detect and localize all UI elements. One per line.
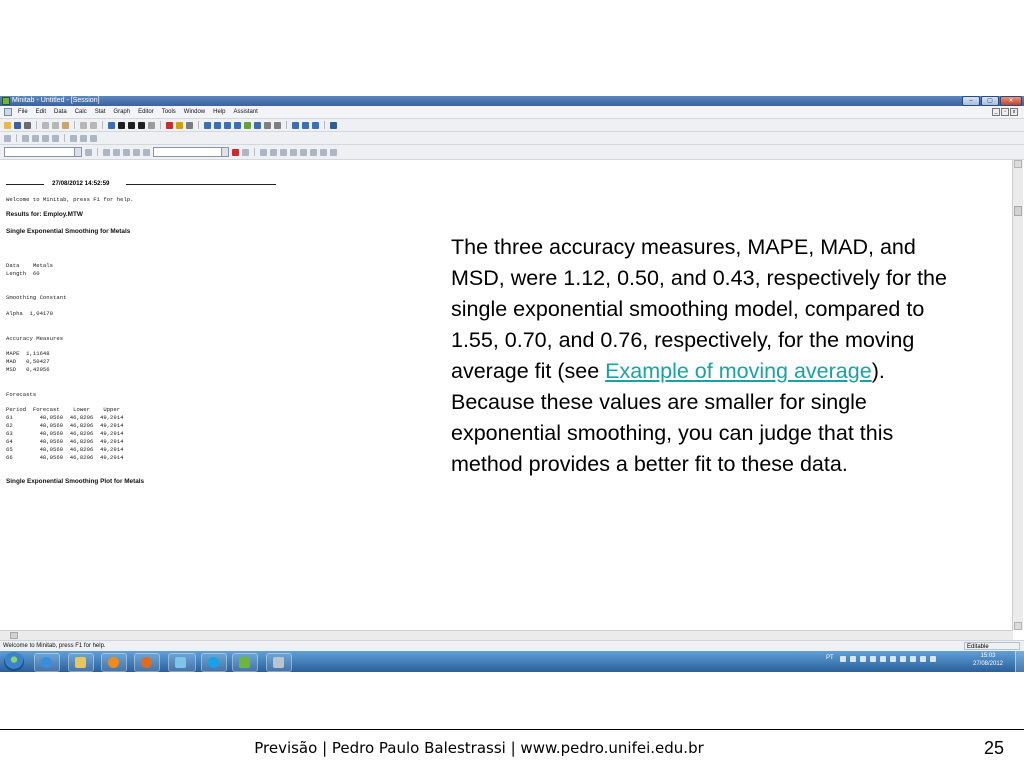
update-icon[interactable]	[900, 656, 906, 662]
forecast-row: 64 48,0560 46,8206 49,2914	[6, 438, 124, 445]
session-timestamp: 27/08/2012 14:52:59	[48, 180, 113, 188]
horizontal-scrollbar[interactable]	[0, 630, 1013, 640]
footer-text: Previsão | Pedro Paulo Balestrassi | www.pedro.unifei.edu.br	[254, 739, 704, 757]
folder-icon	[75, 657, 86, 668]
taskbar-photo-viewer[interactable]	[168, 653, 196, 672]
horizontal-scroll-thumb[interactable]	[10, 632, 18, 639]
msd-line: MSD 0,42956	[6, 366, 50, 373]
usb-icon[interactable]	[880, 656, 886, 662]
function-icon[interactable]	[4, 135, 11, 142]
menu-tools[interactable]: Tools	[161, 109, 176, 115]
cancel-icon[interactable]	[166, 122, 173, 129]
graph-select-dropdown[interactable]	[153, 147, 229, 157]
explanation-text-end: ). Because these values are smaller for single exponential smoothing, you can judge that this method provides a better fit to these data.	[451, 359, 894, 476]
info-icon[interactable]	[234, 122, 241, 129]
undo-icon[interactable]	[80, 122, 87, 129]
session-window-icon[interactable]	[4, 108, 12, 116]
edit-mode-indicator: Editable	[964, 642, 1020, 650]
session-folder-icon[interactable]	[108, 122, 115, 129]
line-tool-icon[interactable]	[300, 149, 307, 156]
copy-icon[interactable]	[52, 122, 59, 129]
mdi-minimize-button[interactable]: _	[992, 108, 1000, 116]
forecast-row: 63 48,0560 46,8206 49,2914	[6, 430, 124, 437]
mad-line: MAD 0,50427	[6, 358, 50, 365]
project-manager-icon[interactable]	[224, 122, 231, 129]
session-timestamp-header	[6, 180, 276, 188]
taskbar-network[interactable]	[266, 653, 292, 672]
find-next-icon[interactable]	[148, 122, 155, 129]
cut-icon[interactable]	[42, 122, 49, 129]
help-icon[interactable]	[176, 122, 183, 129]
menu-assistant[interactable]: Assistant	[233, 109, 258, 115]
close-button[interactable]: ✕	[1000, 96, 1022, 106]
session-window-button-icon[interactable]	[204, 122, 211, 129]
status-bar	[0, 640, 1024, 651]
welcome-line: Welcome to Minitab, press F1 for help.	[6, 196, 134, 203]
insert-rows-icon[interactable]	[22, 135, 29, 142]
arrow-down-icon[interactable]	[128, 122, 135, 129]
graphs-folder-icon[interactable]	[254, 122, 261, 129]
insert-columns-icon[interactable]	[32, 135, 39, 142]
clock-date: 27/08/2012	[972, 661, 1004, 667]
internet-explorer-icon	[41, 657, 52, 668]
windows-taskbar	[0, 651, 1024, 672]
table-icon[interactable]	[302, 122, 309, 129]
brush-tool-icon[interactable]	[103, 149, 110, 156]
paste-icon[interactable]	[62, 122, 69, 129]
data-line: Data Metals	[6, 262, 53, 269]
mdi-restore-button[interactable]: ▫	[1001, 108, 1009, 116]
standard-toolbar	[0, 119, 1024, 132]
menu-edit[interactable]: Edit	[35, 109, 47, 115]
delete-icon[interactable]	[232, 149, 239, 156]
forecasts-header: Forecasts	[6, 391, 37, 398]
forecast-columns: Period Forecast Lower Upper	[6, 406, 121, 413]
power-icon[interactable]	[890, 656, 896, 662]
scroll-down-arrow-icon[interactable]	[1014, 622, 1022, 630]
mdi-controls	[992, 108, 1018, 116]
firefox-icon	[141, 657, 152, 668]
language-indicator[interactable]: PT	[826, 655, 834, 661]
moving-average-example-link[interactable]: Example of moving average	[605, 359, 872, 383]
volume-icon[interactable]	[930, 656, 936, 662]
graph-layout-icon[interactable]	[292, 122, 299, 129]
forecast-row: 65 48,0560 46,8206 49,2914	[6, 446, 124, 453]
polygon-tool-icon[interactable]	[320, 149, 327, 156]
taskbar-firefox[interactable]	[134, 653, 160, 672]
status-message: Welcome to Minitab, press F1 for help.	[3, 643, 106, 649]
marker-tool-icon[interactable]	[310, 149, 317, 156]
action-center-flag-icon[interactable]	[910, 656, 916, 662]
timestamp-rule-left	[6, 184, 44, 185]
move-columns-icon[interactable]	[42, 135, 49, 142]
minitab-app-icon	[2, 97, 10, 105]
clock[interactable]	[968, 652, 1008, 668]
skype-tray-icon[interactable]	[860, 656, 866, 662]
arrow-up-icon[interactable]	[118, 122, 125, 129]
bluetooth-icon[interactable]	[870, 656, 876, 662]
vertical-scrollbar[interactable]	[1012, 160, 1023, 630]
graph-editing-toolbar	[0, 145, 1024, 160]
open-folder-icon[interactable]	[4, 122, 11, 129]
worksheet-icon[interactable]	[214, 122, 221, 129]
minitab-icon	[239, 657, 250, 668]
window-controls	[962, 96, 1022, 106]
network-tray-icon[interactable]	[920, 656, 926, 662]
skype-icon	[208, 657, 219, 668]
zoom-icon[interactable]	[242, 149, 249, 156]
accuracy-measures-header: Accuracy Measures	[6, 335, 64, 342]
network-icon	[273, 657, 284, 668]
crosshair-icon[interactable]	[123, 149, 130, 156]
title-bar	[0, 96, 1024, 106]
slide-number: 25	[983, 738, 1004, 758]
ellipse-tool-icon[interactable]	[290, 149, 297, 156]
graph-element-dropdown[interactable]	[4, 147, 82, 157]
forecast-row: 62 48,0560 46,8206 49,2914	[6, 422, 124, 429]
brush-icon[interactable]	[52, 135, 59, 142]
rectangle-tool-icon[interactable]	[280, 149, 287, 156]
menu-stat[interactable]: Stat	[94, 109, 106, 115]
section-title: Single Exponential Smoothing for Metals	[6, 228, 131, 235]
mape-line: MAPE 1,11648	[6, 350, 50, 357]
show-desktop-button[interactable]	[1015, 651, 1024, 672]
taskbar-minitab[interactable]	[232, 653, 258, 672]
menu-data[interactable]: Data	[54, 109, 67, 115]
stat-guide-icon[interactable]	[330, 122, 337, 129]
pen-tool-icon[interactable]	[113, 149, 120, 156]
taskbar-ie[interactable]	[34, 653, 60, 672]
smoothing-constant-header: Smoothing Constant	[6, 294, 67, 301]
minimize-button[interactable]: –	[962, 96, 980, 106]
menu-window[interactable]: Window	[183, 109, 206, 115]
print-session-icon[interactable]	[186, 122, 193, 129]
menu-graph[interactable]: Graph	[113, 109, 131, 115]
menu-calc[interactable]: Calc	[74, 109, 87, 115]
polyline-tool-icon[interactable]	[330, 149, 337, 156]
find-icon[interactable]	[138, 122, 145, 129]
report-pad-icon[interactable]	[264, 122, 271, 129]
history-icon[interactable]	[244, 122, 251, 129]
length-line: Length 60	[6, 270, 40, 277]
maximize-button[interactable]: ▢	[981, 96, 999, 106]
plot-title-line: Single Exponential Smoothing Plot for Metals	[6, 478, 145, 485]
keyboard-icon[interactable]	[840, 656, 846, 662]
system-tray	[840, 656, 936, 662]
redo-icon[interactable]	[90, 122, 97, 129]
clock-time: 15:03	[980, 653, 996, 659]
start-button[interactable]	[4, 652, 24, 671]
tab-marker-icon[interactable]	[143, 149, 150, 156]
footer-divider	[0, 729, 1024, 730]
forecast-row: 61 48,0560 46,8206 49,2914	[6, 414, 124, 421]
alpha-line: Alpha 1,04170	[6, 310, 53, 317]
worksheet-toolbar	[0, 132, 1024, 145]
chart-icon[interactable]	[312, 122, 319, 129]
window-title: Minitab - Untitled - [Session]	[12, 97, 100, 104]
check-icon[interactable]	[70, 135, 77, 142]
menu-editor[interactable]: Editor	[138, 109, 154, 115]
taskbar-skype[interactable]	[201, 653, 227, 672]
menu-file[interactable]: File	[18, 109, 28, 115]
taskbar-media-player[interactable]	[101, 653, 127, 672]
flag-icon[interactable]	[133, 149, 140, 156]
select-arrow-icon[interactable]	[260, 149, 267, 156]
timestamp-rule-right	[126, 184, 276, 185]
media-player-icon	[108, 657, 119, 668]
eraser-icon[interactable]	[90, 135, 97, 142]
photo-viewer-icon	[175, 657, 186, 668]
menu-help[interactable]: Help	[213, 109, 226, 115]
results-for-line: Results for: Employ.MTW	[6, 211, 83, 218]
explanation-text-start: The three accuracy measures, MAPE, MAD, and MSD, were 1.12, 0.50, and 0.43, respectively for the single exponential smoothing model, compared to 1.55, 0.70, and 0.76, respectively, for the moving average fit (see	[451, 235, 947, 383]
text-tool-icon[interactable]	[270, 149, 277, 156]
scroll-up-arrow-icon[interactable]	[1014, 160, 1022, 168]
mdi-close-button[interactable]: x	[1010, 108, 1018, 116]
related-documents-icon[interactable]	[274, 122, 281, 129]
vertical-scroll-thumb[interactable]	[1014, 206, 1022, 216]
forecast-row: 66 48,0560 46,8206 49,2914	[6, 454, 124, 461]
edit-selected-icon[interactable]	[85, 149, 92, 156]
edit-pencil-icon[interactable]	[80, 135, 87, 142]
save-icon[interactable]	[14, 122, 21, 129]
antivirus-icon[interactable]	[850, 656, 856, 662]
taskbar-explorer[interactable]	[68, 653, 94, 672]
explanation-text	[451, 232, 951, 480]
menu-bar	[0, 106, 1024, 119]
print-icon[interactable]	[24, 122, 31, 129]
